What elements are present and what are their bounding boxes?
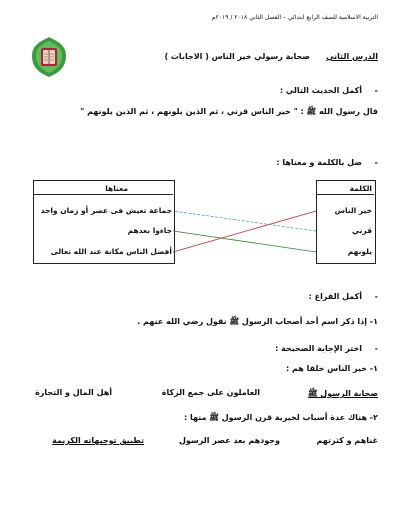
lesson-number: الدرس الثاني [326, 52, 378, 61]
q3-item1: ١- إذا ذكر اسم أحد أصحاب الرسول ﷺ نقول رضي الله عنهم . [137, 317, 378, 326]
q4-item2-option: غناهم و كثرتهم [316, 436, 378, 445]
q1-prompt: أكمل الحديث التالي : [279, 86, 362, 95]
words-header: الكلمة [349, 184, 372, 193]
q4-prompt: اختر الإجابة الصحيحة : [275, 344, 362, 353]
lesson-title: صحابة رسولي خير الناس ( الاجابات ) [164, 52, 310, 61]
q4-item2-option: وجودهم بعد عصر الرسول [178, 436, 280, 445]
match-line [173, 211, 316, 231]
q3-prompt: أكمل الفراغ : [308, 292, 362, 301]
q4-item2-option-correct: تطبيق توجيهاته الكريمة [52, 436, 144, 445]
q4-item1: ١- خير الناس خلقا هم : [285, 364, 378, 373]
match-line [173, 231, 316, 252]
q2-bullet: - [374, 158, 378, 167]
word-item: خير الناس [334, 206, 372, 215]
meanings-header: معناها [105, 184, 128, 193]
meaning-item: جاءوا بعدهم [127, 226, 172, 235]
q3-bullet: - [374, 292, 378, 301]
q4-item1-option-correct: صحابة الرسول ﷺ [307, 389, 378, 398]
match-line [173, 211, 316, 252]
meaning-item: جماعة تعيش فى عصر أو زمان واحد [40, 206, 172, 215]
page-header: التربية الاسلامية للصف الرابع ابتدائي – الفصل الثاني ٢٠١٨ / ٢٠١٩م [211, 14, 378, 21]
word-item: قرني [352, 226, 372, 235]
q4-bullet: - [374, 344, 378, 353]
word-item: يلونهم [347, 247, 372, 256]
meaning-item: أفضل الناس مكانة عند الله تعالى [50, 247, 172, 256]
q2-prompt: صل بالكلمة و معناها : [276, 158, 362, 167]
q1-hadith: قال رسول الله ﷺ : " خير الناس قرني ، ثم الذين يلونهم ، ثم الذين يلونهم " [80, 107, 378, 116]
q4-item1-option: أهل المال و التجارة [35, 388, 112, 397]
q1-bullet: - [374, 86, 378, 95]
q4-item1-option: العاملون على جمع الزكاة [161, 388, 260, 397]
q4-item2: ٢- هناك عدة أسباب لخيرية قرن الرسول ﷺ منها : [184, 413, 378, 422]
